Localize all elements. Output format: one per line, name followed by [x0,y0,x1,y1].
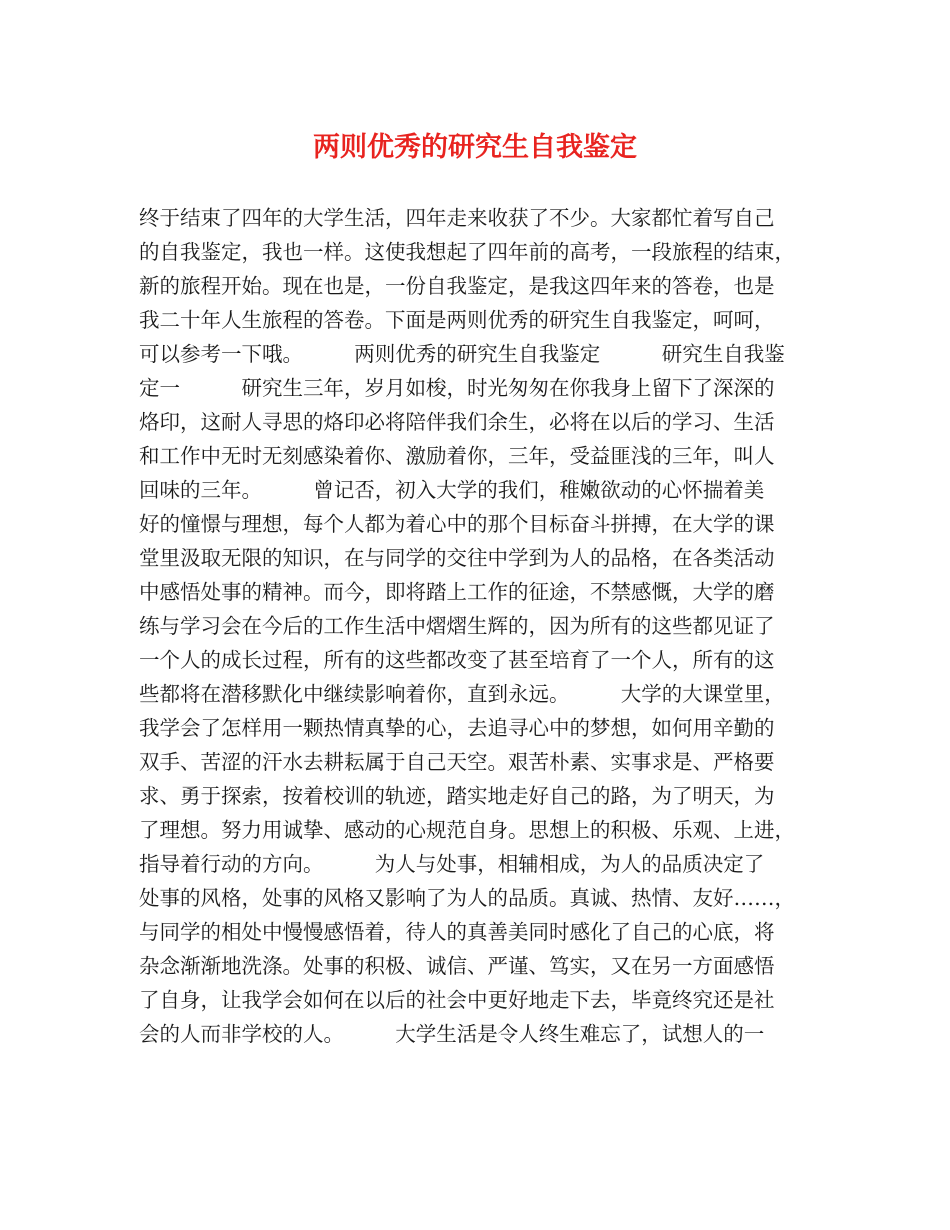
document-body [139,201,829,1051]
body-text-line: 与同学的相处中慢慢感悟着，待人的真善美同时感化了自己的心底，将 [139,920,775,944]
body-text-line: 会的人而非学校的人。 大学生活是令人终生难忘了，试想人的一 [139,1022,765,1046]
body-text-line: 可以参考一下哦。 两则优秀的研究生自我鉴定 研究生自我鉴 [139,342,785,366]
body-text-line: 求、勇于探索，按着校训的轨迹，踏实地走好自己的路，为了明天，为 [139,784,775,808]
body-text-line: 的自我鉴定，我也一样。这使我想起了四年前的高考，一段旅程的结束， [139,240,795,264]
body-text-line: 我学会了怎样用一颗热情真挚的心，去追寻心中的梦想，如何用辛勤的 [139,716,775,740]
body-text-line: 和工作中无时无刻感染着你、激励着你，三年，受益匪浅的三年，叫人 [139,444,775,468]
body-text-line: 了自身，让我学会如何在以后的社会中更好地走下去，毕竟终究还是社 [139,988,775,1012]
body-text-line: 杂念渐渐地洗涤。处事的积极、诚信、严谨、笃实，又在另一方面感悟 [139,954,775,978]
body-text-line: 堂里汲取无限的知识，在与同学的交往中学到为人的品格，在各类活动 [139,546,775,570]
body-text-line: 些都将在潜移默化中继续影响着你，直到永远。 大学的大课堂里， [139,682,785,706]
body-text-line: 练与学习会在今后的工作生活中熠熠生辉的，因为所有的这些都见证了 [139,614,775,638]
body-text-line: 我二十年人生旅程的答卷。下面是两则优秀的研究生自我鉴定，呵呵， [139,308,775,332]
body-text-line: 中感悟处事的精神。而今，即将踏上工作的征途，不禁感慨，大学的磨 [139,580,775,604]
body-text-line: 终于结束了四年的大学生活，四年走来收获了不少。大家都忙着写自己 [139,206,775,230]
body-text-line: 好的憧憬与理想，每个人都为着心中的那个目标奋斗拼搏，在大学的课 [139,512,775,536]
body-text-line: 一个人的成长过程，所有的这些都改变了甚至培育了一个人，所有的这 [139,648,775,672]
body-text-line: 回味的三年。 曾记否，初入大学的我们，稚嫩欲动的心怀揣着美 [139,478,765,502]
document-title: 两则优秀的研究生自我鉴定 [313,132,637,163]
body-text-line: 了理想。努力用诚挚、感动的心规范自身。思想上的积极、乐观、上进， [139,818,795,842]
body-text-line: 指导着行动的方向。 为人与处事，相辅相成，为人的品质决定了 [139,852,765,876]
body-text-line: 处事的风格，处事的风格又影响了为人的品质。真诚、热情、友好……， [139,886,795,910]
body-text-line: 新的旅程开始。现在也是，一份自我鉴定，是我这四年来的答卷，也是 [139,274,775,298]
body-text-line: 双手、苦涩的汗水去耕耘属于自己天空。艰苦朴素、实事求是、严格要 [139,750,775,774]
body-text-line: 定一 研究生三年，岁月如梭，时光匆匆在你我身上留下了深深的 [139,376,775,400]
body-text-line: 烙印，这耐人寻思的烙印必将陪伴我们余生，必将在以后的学习、生活 [139,410,775,434]
